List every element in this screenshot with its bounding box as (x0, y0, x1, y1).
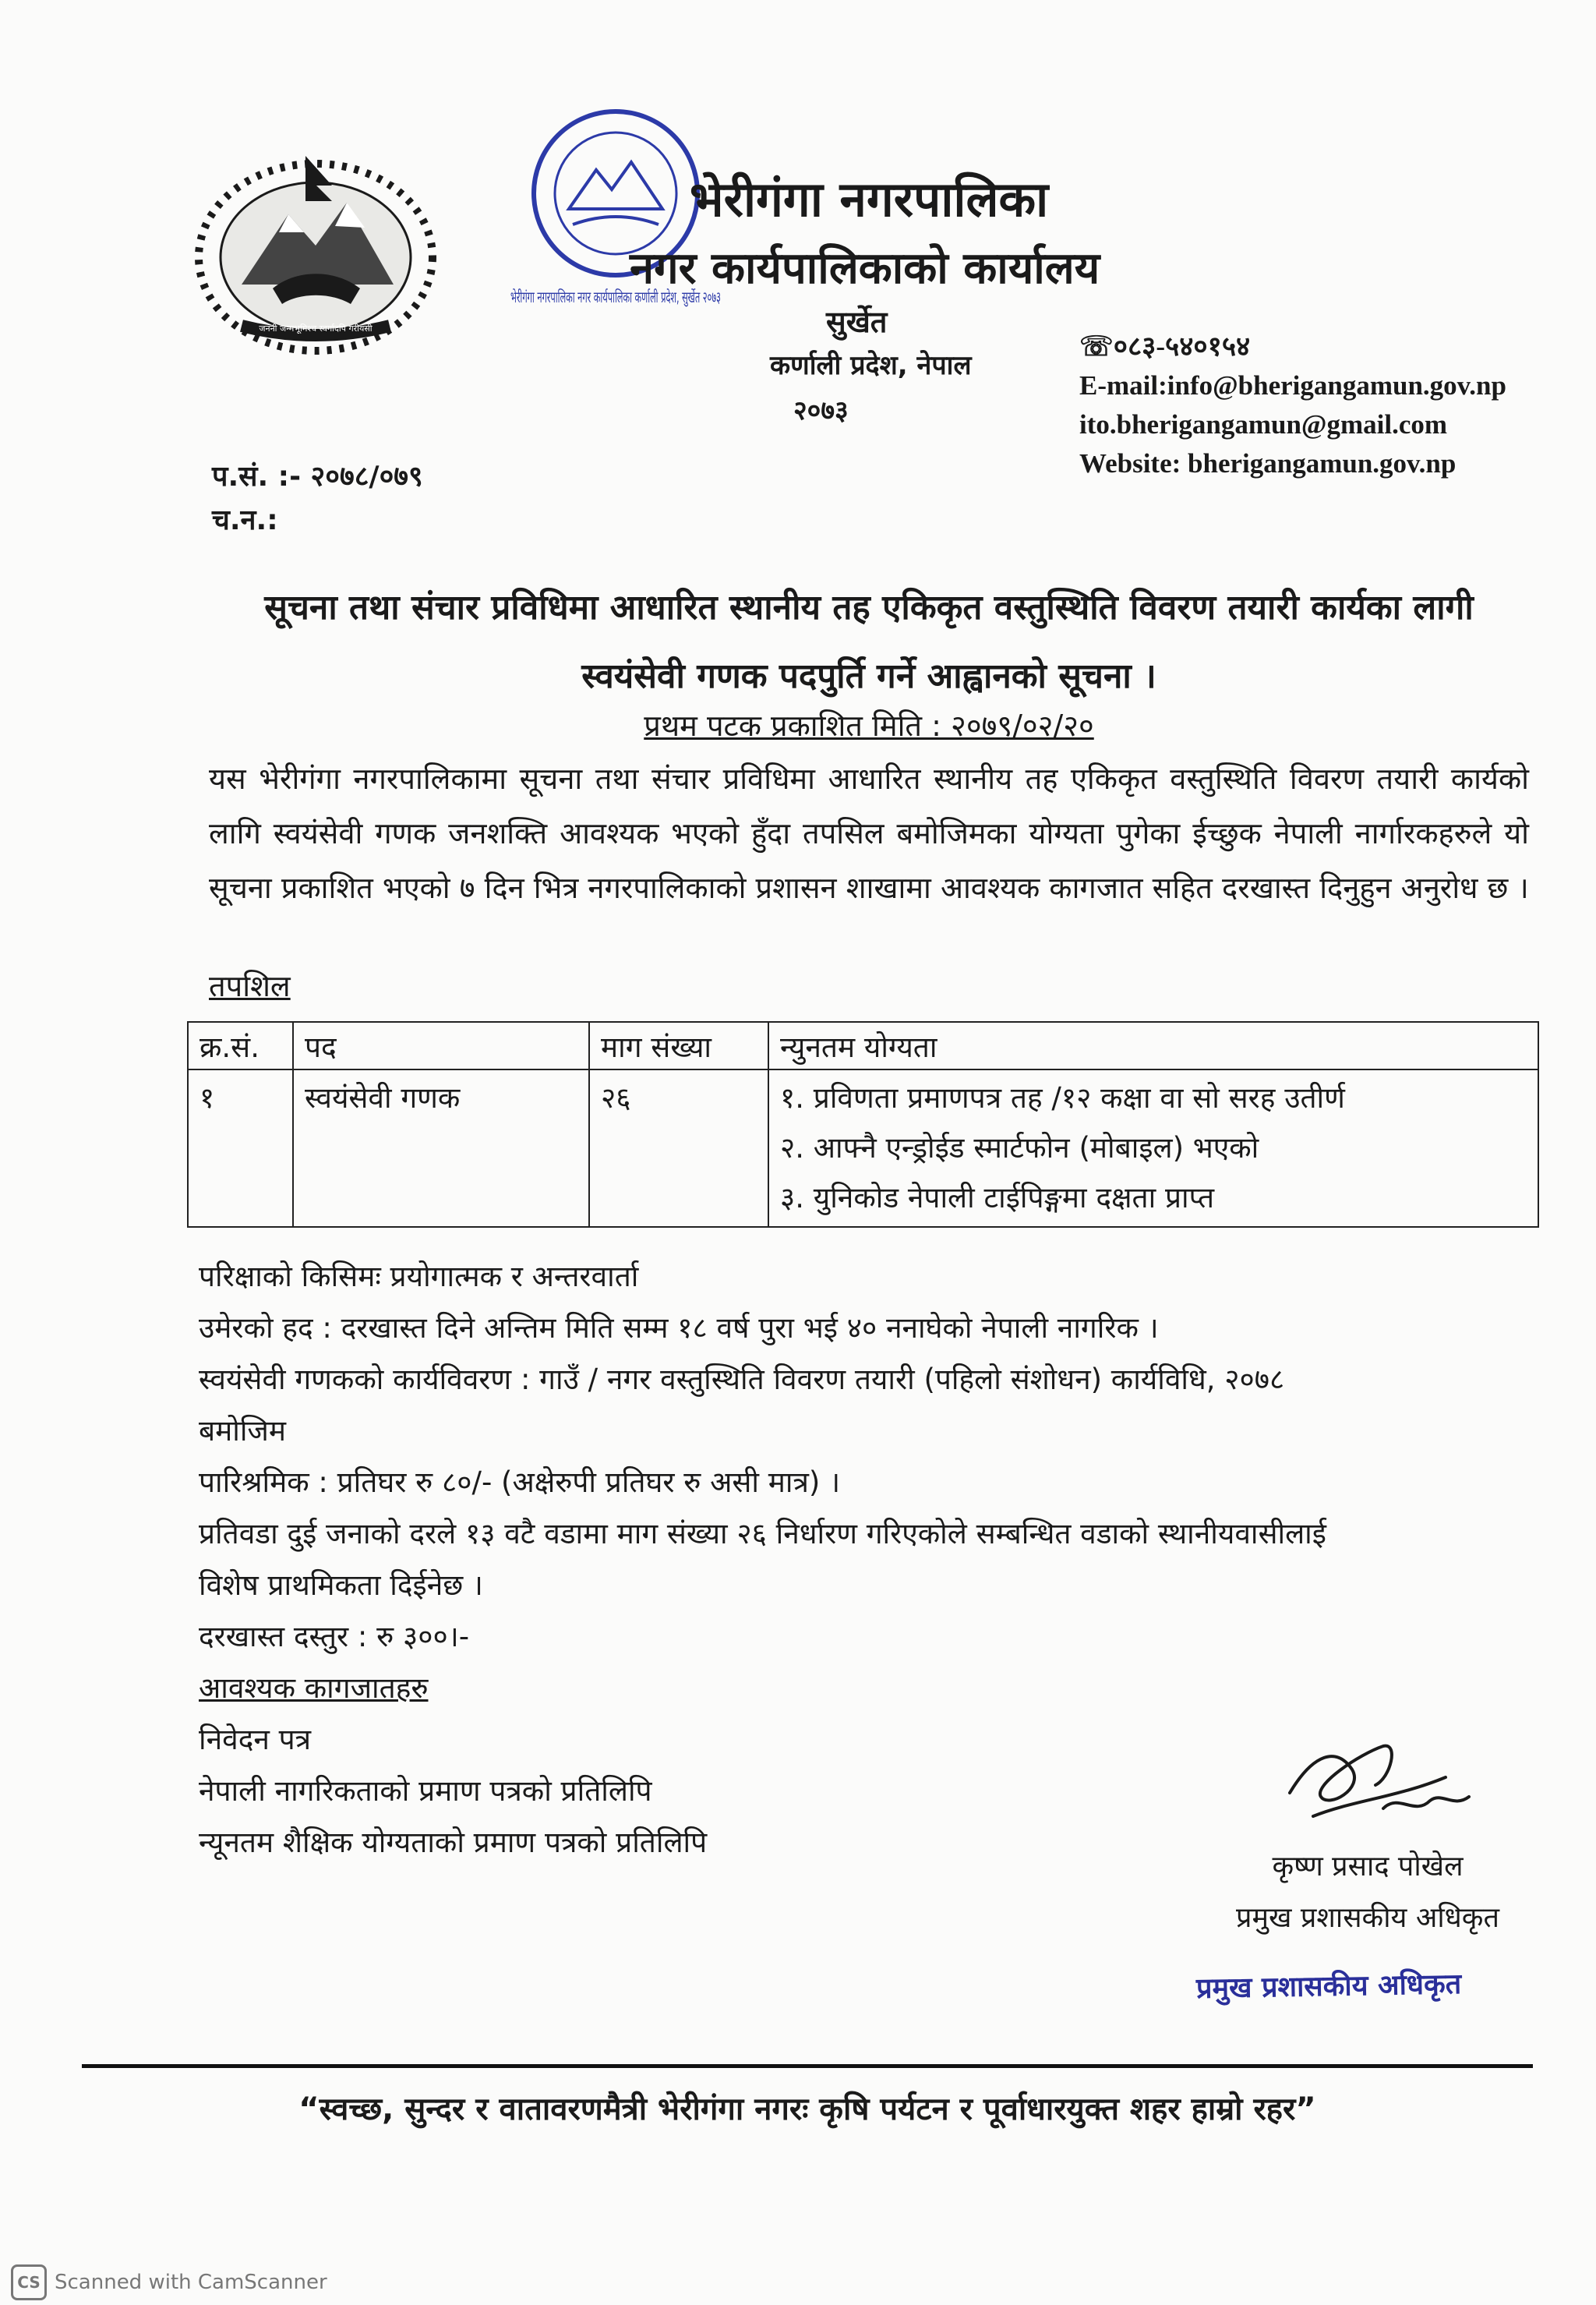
details-heading: तपशिल (209, 969, 291, 1003)
header-demand: माग संख्या (589, 1022, 768, 1069)
emblem-motto: जननी जन्मभूमिश्च स्वर्गादपि गरीयसी (259, 323, 373, 334)
headline-line-2: स्वयंसेवी गणक पदपुर्ति गर्ने आह्वानको सूचना । (581, 656, 1156, 696)
nepal-emblem-icon (187, 140, 444, 366)
document-3: न्यूनतम शैक्षिक योग्यताको प्रमाण पत्रको प्रतिलिपि (199, 1826, 708, 1859)
header-qualification: न्युनतम योग्यता (768, 1022, 1538, 1069)
table-row (188, 1069, 1538, 1227)
reference-block (212, 455, 423, 543)
qualification-1: १. प्रविणता प्रमाणपत्र तह /१२ कक्षा वा सो सरह उतीर्ण (780, 1081, 1345, 1115)
footer-slogan: “स्वच्छ, सुन्दर र वातावरणमैत्री भेरीगंगा नगरः कृषि पर्यटन र पूर्वाधारयुक्त शहर हाम्रो रहर” (298, 2091, 1316, 2127)
signer-title: प्रमुख प्रशासकीय अधिकृत (1236, 1902, 1499, 1934)
terms-of-reference-2: बमोजिम (199, 1414, 286, 1448)
office-city: सुर्खेत (826, 305, 888, 339)
camscanner-logo-icon: CS (11, 2264, 47, 2300)
cell-qualification (768, 1069, 1538, 1227)
exam-type: परिक्षाको किसिमः प्रयोगात्मक र अन्तरवार्ता (199, 1260, 639, 1293)
table-header-row (188, 1022, 1538, 1069)
requirements-table (187, 1021, 1539, 1228)
dispatch-number: च.न.: (212, 504, 278, 536)
cell-demand: २६ (589, 1069, 768, 1227)
email-primary[interactable]: E-mail:info@bherigangamun.gov.np (1079, 370, 1506, 401)
ward-allocation-1: प्रतिवडा दुई जनाको दरले १३ वटै वडामा माग संख्या २६ निर्धारण गरिएकोले सम्बन्धित वडाको स्थानीयवासीलाई (199, 1517, 1326, 1550)
age-limit: उमेरको हद : दरखास्त दिने अन्तिम मिति सम्म १८ वर्ष पुरा भई ४० ननाघेको नेपाली नागरिक । (199, 1311, 1159, 1345)
qualification-2: २. आफ्नै एन्ड्रोईड स्मार्टफोन (मोबाइल) भएको (780, 1131, 1259, 1165)
office-province: कर्णाली प्रदेश, नेपाल (770, 350, 972, 381)
headline-line-1: सूचना तथा संचार प्रविधिमा आधारित स्थानीय तह एकिकृत वस्तुस्थिति विवरण तयारी कार्यका लागी (264, 588, 1474, 628)
notice-headline (179, 574, 1559, 711)
signer-block (1192, 1841, 1543, 1944)
scanner-text: Scanned with CamScanner (55, 2271, 327, 2294)
reference-number: प.सं. :- २०७८/०७९ (212, 461, 423, 493)
application-fee: दरखास्त दस्तुर : रु ३००।- (199, 1620, 470, 1653)
qualification-3: ३. युनिकोड नेपाली टाईपिङ्गमा दक्षता प्राप्त (780, 1181, 1215, 1214)
official-stamp: प्रमुख प्रशासकीय अधिकृत (1195, 1968, 1462, 2005)
header-serial: क्र.सं. (188, 1022, 293, 1069)
ward-allocation-2: विशेष प्राथमिकता दिईनेछ । (199, 1568, 483, 1602)
email-secondary[interactable]: ito.bherigangamun@gmail.com (1079, 409, 1448, 440)
published-date: प्रथम पटक प्रकाशित मिति : २०७९/०२/२० (644, 709, 1094, 743)
documents-heading: आवश्यक कागजातहरु (199, 1671, 429, 1705)
cell-serial: १ (188, 1069, 293, 1227)
office-name: नगर कार्यपालिकाको कार्यालय (630, 243, 1100, 294)
intro-paragraph: यस भेरीगंगा नगरपालिकामा सूचना तथा संचार प्रविधिमा आधारित स्थानीय तह एकिकृत वस्तुस्थिति विवरण तयारी कार्यको लागि स्वयंसेवी गणक जनशक्ति आवश्यक भएको हुँदा तपसिल बमोजिमका योग्यता पुगेका ईच्छुक नेपाली नार्गारकहरुले यो सूचना प्रकाशित भएको ७ दिन भित्र नगरपालिकाको प्रशासन शाखामा आवश्यक कागजात सहित दरखास्त दिनुहुन अनुरोध छ । (209, 762, 1529, 905)
phone-number: ☏०८३-५४०१५४ (1079, 331, 1251, 362)
contact-block (1079, 327, 1506, 483)
cell-post: स्वयंसेवी गणक (293, 1069, 589, 1227)
municipality-name: भेरीगंगा नगरपालिका (690, 171, 1049, 228)
remuneration: पारिश्रमिक : प्रतिघर रु ८०/- (अक्षेरुपी प्रतिघर रु असी मात्र) । (199, 1465, 841, 1499)
document-1: निवेदन पत्र (199, 1723, 312, 1756)
document-2: नेपाली नागरिकताको प्रमाण पत्रको प्रतिलिपि (199, 1774, 652, 1808)
signature-icon (1266, 1723, 1492, 1847)
signer-name: कृष्ण प्रसाद पोखेल (1272, 1851, 1464, 1883)
terms-of-reference-1: स्वयंसेवी गणकको कार्यविवरण : गाउँ / नगर वस्तुस्थिति विवरण तयारी (पहिलो संशोधन) कार्यविधि, २०७८ (199, 1363, 1285, 1396)
footer-divider (82, 2064, 1533, 2068)
established-year: २०७३ (793, 395, 849, 426)
published-date-row (179, 705, 1559, 745)
website-link[interactable]: Website: bherigangamun.gov.np (1079, 448, 1457, 479)
scanner-watermark (11, 2264, 327, 2300)
header-post: पद (293, 1022, 589, 1069)
seal-text: भेरीगंगा नगरपालिका नगर कार्यपालिका कर्णाली प्रदेश, सुर्खेत २०७३ (510, 288, 888, 306)
